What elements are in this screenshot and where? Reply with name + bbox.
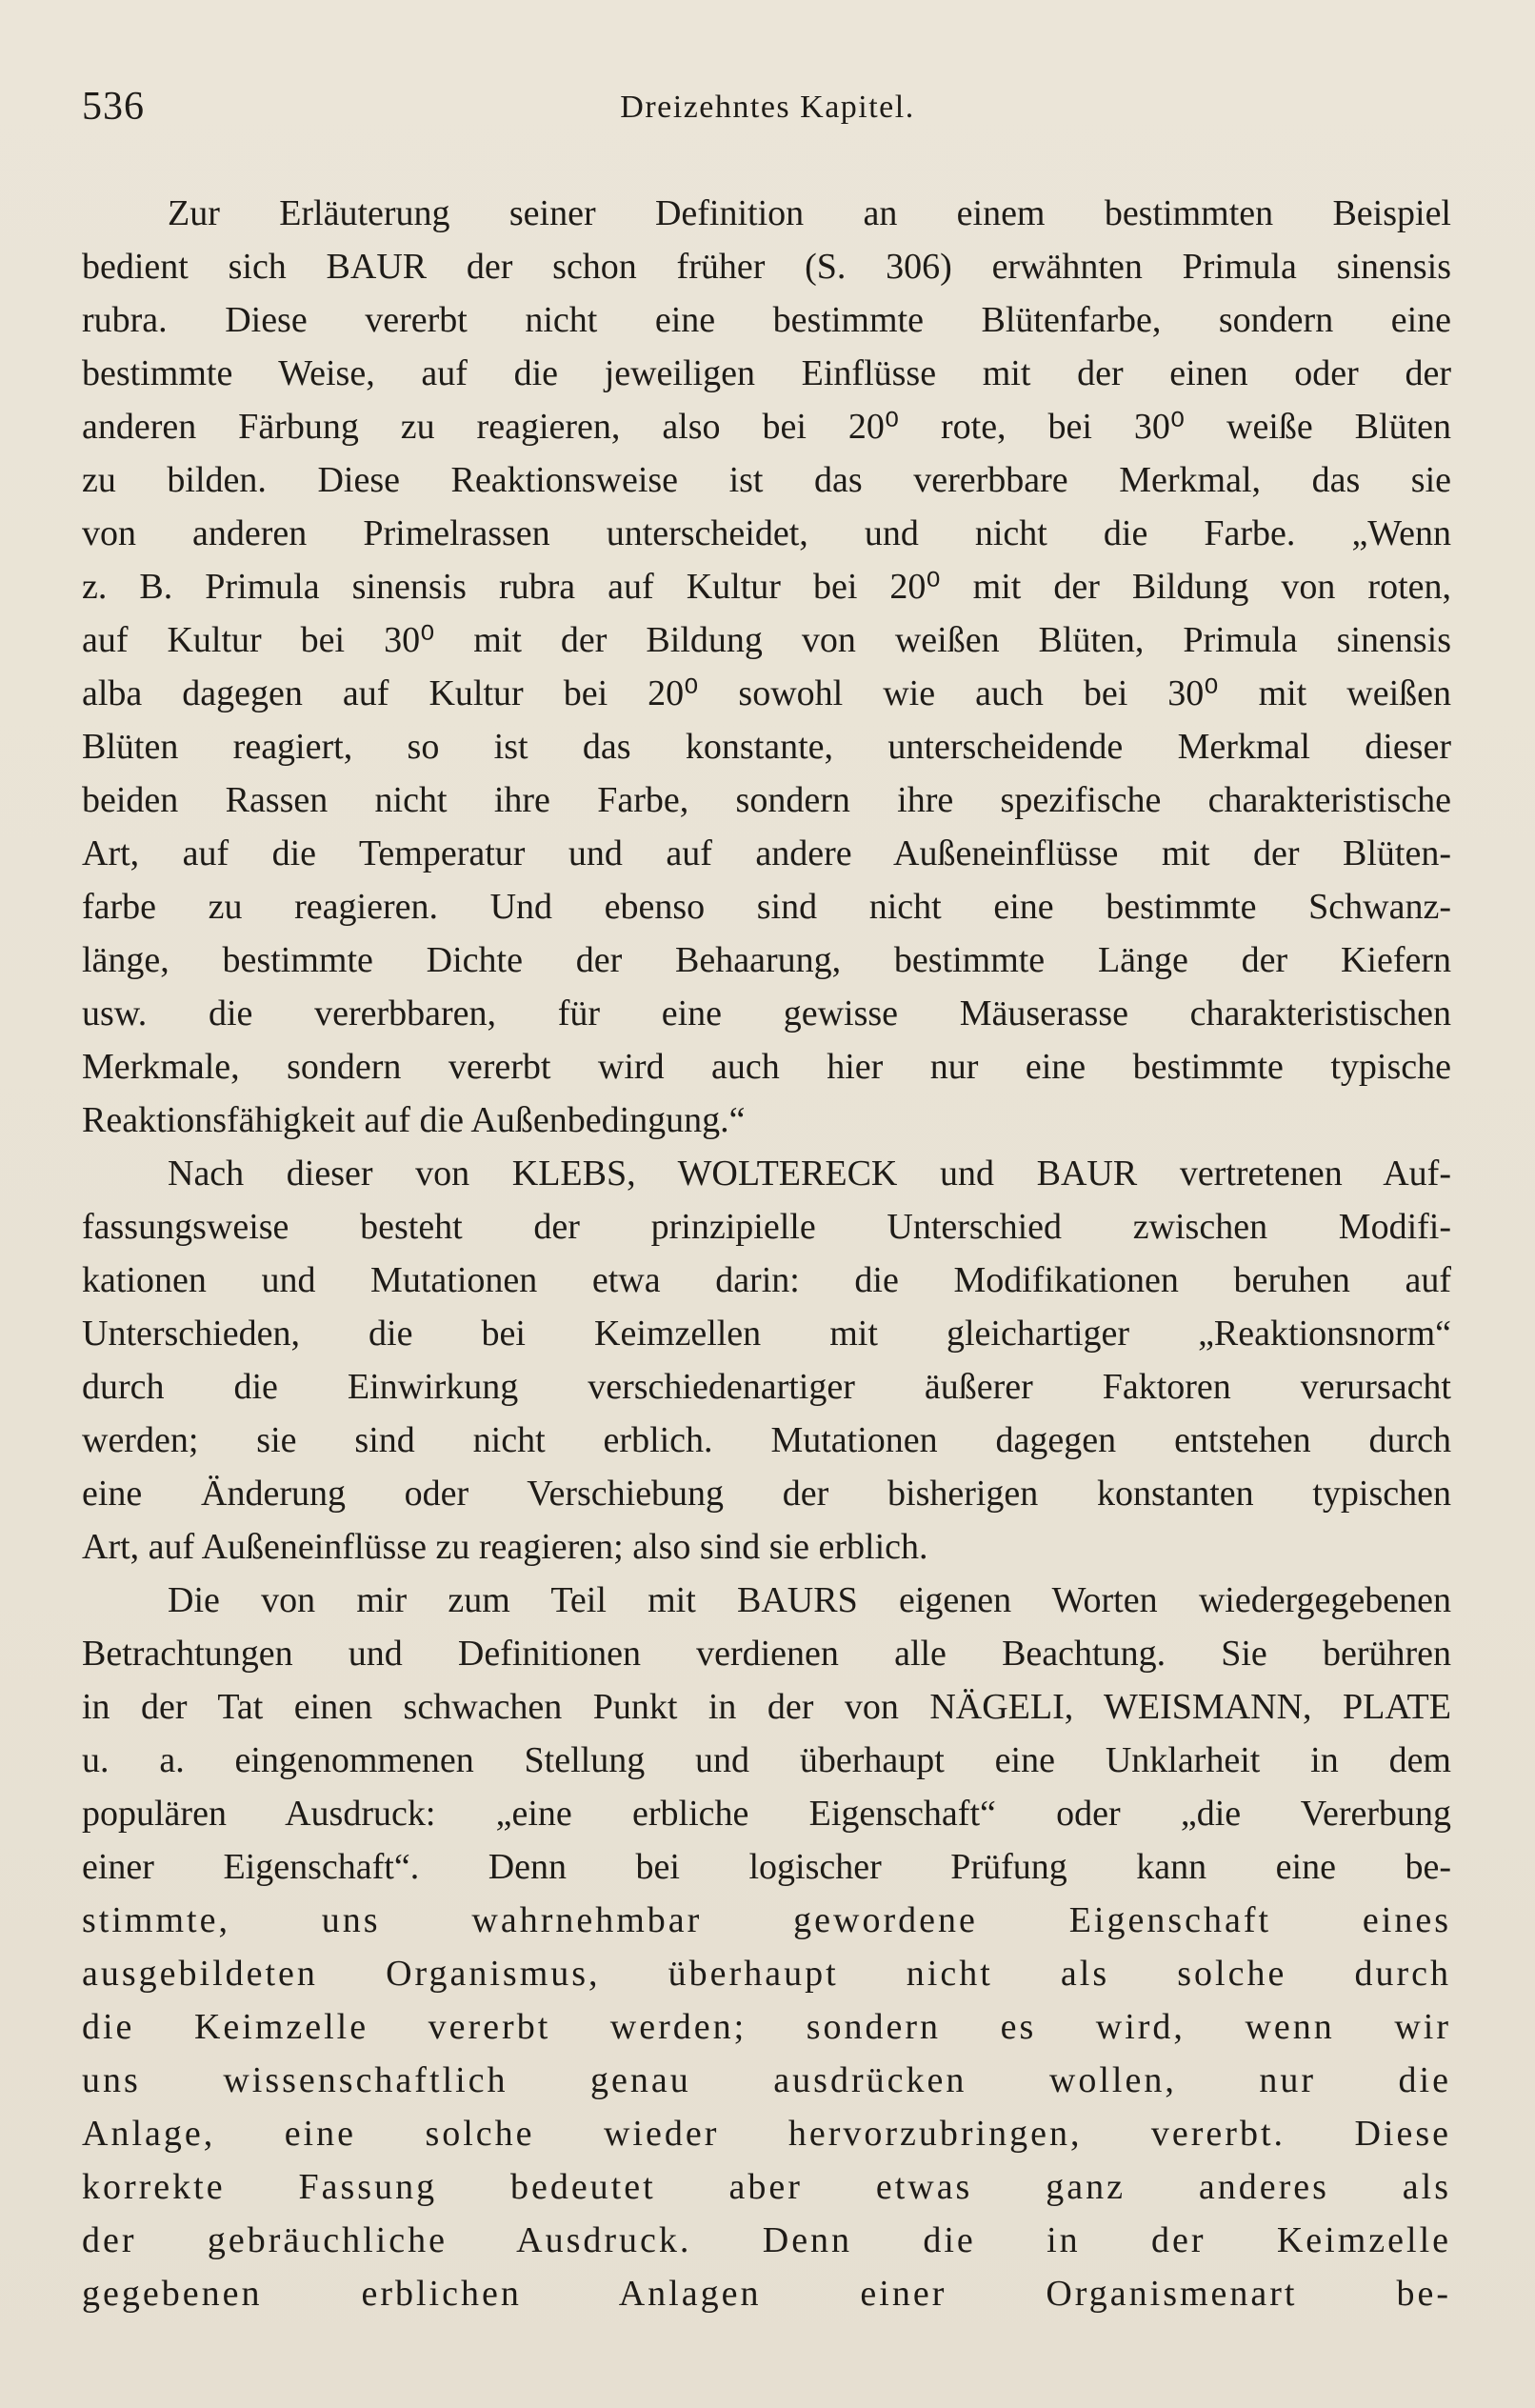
text-line: auf Kultur bei 30⁰ mit der Bildung von weißen Blüten, Primula sinensis xyxy=(82,620,1451,660)
text-line: kationen und Mutationen etwa darin: die Modifikationen beruhen auf xyxy=(82,1260,1451,1300)
text-line: anderen Färbung zu reagieren, also bei 20⁰ rote, bei 30⁰ weiße Blüten xyxy=(82,407,1451,447)
text-line: Art, auf Außeneinflüsse zu reagieren; also sind sie erblich. xyxy=(82,1527,928,1567)
text-line: bedient sich BAUR der schon früher (S. 306) erwähnten Primula sinensis xyxy=(82,247,1451,287)
text-line: bestimmte Weise, auf die jeweiligen Einflüsse mit der einen oder der xyxy=(82,353,1451,393)
text-line: ausgebildeten Organismus, überhaupt nicht als solche durch xyxy=(82,1954,1451,1994)
text-line: Art, auf die Temperatur und auf andere Außeneinflüsse mit der Blüten- xyxy=(82,833,1451,873)
text-line: einer Eigenschaft“. Denn bei logischer Prüfung kann eine be- xyxy=(82,1847,1451,1887)
text-line: Unterschieden, die bei Keimzellen mit gleichartiger „Reaktionsnorm“ xyxy=(82,1314,1451,1354)
text-line: Merkmale, sondern vererbt wird auch hier nur eine bestimmte typische xyxy=(82,1047,1451,1087)
text-line: der gebräuchliche Ausdruck. Denn die in der Keimzelle xyxy=(82,2220,1451,2260)
text-line: die Keimzelle vererbt werden; sondern es wird, wenn wir xyxy=(82,2007,1451,2047)
page-header xyxy=(82,84,1453,141)
text-line: fassungsweise besteht der prinzipielle Unterschied zwischen Modifi- xyxy=(82,1207,1451,1247)
text-line: eine Änderung oder Verschiebung der bisherigen konstanten typischen xyxy=(82,1474,1451,1514)
text-line: farbe zu reagieren. Und ebenso sind nicht eine bestimmte Schwanz- xyxy=(82,887,1451,927)
text-line: populären Ausdruck: „eine erbliche Eigenschaft“ oder „die Vererbung xyxy=(82,1794,1451,1834)
body-text xyxy=(82,187,1451,2320)
text-line: Blüten reagiert, so ist das konstante, unterscheidende Merkmal dieser xyxy=(82,727,1451,767)
text-line: u. a. eingenommenen Stellung und überhaupt eine Unklarheit in dem xyxy=(82,1740,1451,1780)
text-line: z. B. Primula sinensis rubra auf Kultur bei 20⁰ mit der Bildung von roten, xyxy=(82,567,1451,607)
text-line: Zur Erläuterung seiner Definition an einem bestimmten Beispiel xyxy=(168,193,1451,233)
text-line: korrekte Fassung bedeutet aber etwas ganz anderes als xyxy=(82,2167,1451,2207)
text-line: uns wissenschaftlich genau ausdrücken wollen, nur die xyxy=(82,2060,1451,2100)
text-line: Anlage, eine solche wieder hervorzubringen, vererbt. Diese xyxy=(82,2114,1451,2154)
text-line: rubra. Diese vererbt nicht eine bestimmte Blütenfarbe, sondern eine xyxy=(82,300,1451,340)
text-line: zu bilden. Diese Reaktionsweise ist das vererbbare Merkmal, das sie xyxy=(82,460,1451,500)
page-number: 536 xyxy=(82,85,145,129)
text-line: von anderen Primelrassen unterscheidet, und nicht die Farbe. „Wenn xyxy=(82,513,1451,553)
text-line: beiden Rassen nicht ihre Farbe, sondern ihre spezifische charakteristische xyxy=(82,780,1451,820)
text-line: Betrachtungen und Definitionen verdienen alle Beachtung. Sie berühren xyxy=(82,1634,1451,1674)
text-line: durch die Einwirkung verschiedenartiger äußerer Faktoren verursacht xyxy=(82,1367,1451,1407)
text-line: usw. die vererbbaren, für eine gewisse Mäuserasse charakteristischen xyxy=(82,993,1451,1033)
text-line: stimmte, uns wahrnehmbar gewordene Eigenschaft eines xyxy=(82,1900,1451,1940)
text-line: Nach dieser von KLEBS, WOLTERECK und BAUR vertretenen Auf- xyxy=(168,1154,1451,1194)
running-head: Dreizehntes Kapitel. xyxy=(620,90,915,125)
text-line: in der Tat einen schwachen Punkt in der von NÄGELI, WEISMANN, PLATE xyxy=(82,1687,1451,1727)
text-line: werden; sie sind nicht erblich. Mutationen dagegen entstehen durch xyxy=(82,1420,1451,1460)
text-line: länge, bestimmte Dichte der Behaarung, bestimmte Länge der Kiefern xyxy=(82,940,1451,980)
text-line: gegebenen erblichen Anlagen einer Organismenart be- xyxy=(82,2274,1451,2314)
text-line: alba dagegen auf Kultur bei 20⁰ sowohl wie auch bei 30⁰ mit weißen xyxy=(82,673,1451,713)
text-line: Die von mir zum Teil mit BAURS eigenen Worten wiedergegebenen xyxy=(168,1580,1451,1620)
text-line: Reaktionsfähigkeit auf die Außenbedingung.“ xyxy=(82,1100,746,1140)
